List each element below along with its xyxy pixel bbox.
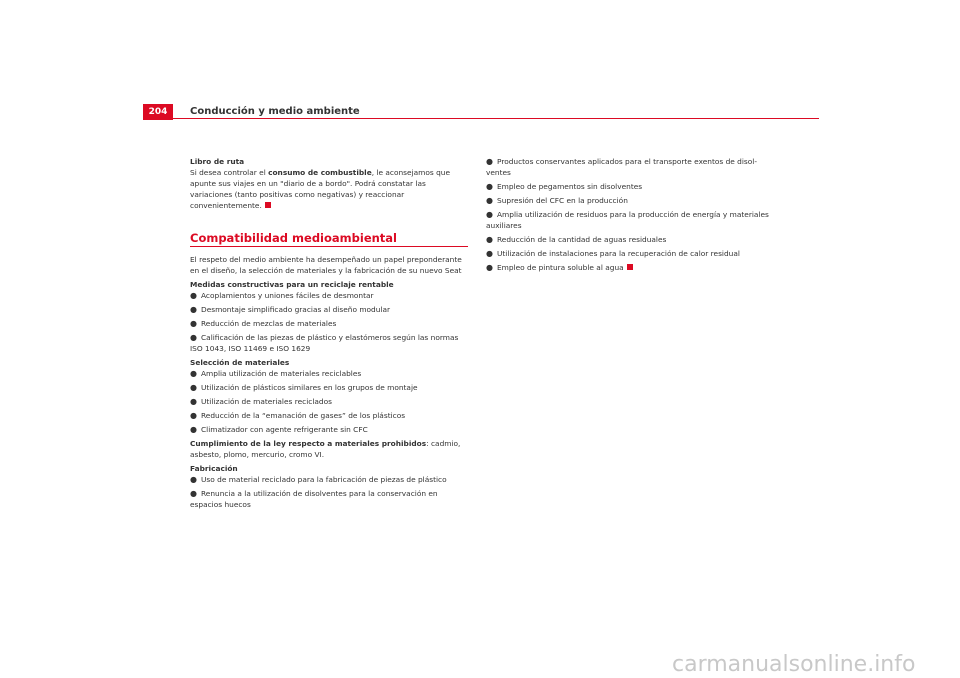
- list-item: [486, 195, 776, 206]
- seleccion-list: [190, 368, 468, 435]
- cumplimiento-bold: Cumplimiento de la ley respecto a materiales prohibidos: [190, 439, 427, 448]
- bullet-icon: ●: [486, 196, 493, 205]
- list-item: [486, 181, 776, 192]
- list-item-text: Calificación de las piezas de plástico y elastómeros según las normas ISO 1043, ISO 11469 e ISO 1629: [190, 333, 459, 353]
- list-item-text: Renuncia a la utilización de disolventes para la conservación en espacios huecos: [190, 489, 438, 509]
- bullet-icon: ●: [190, 489, 197, 498]
- list-item: [190, 318, 468, 329]
- bullet-icon: ●: [190, 333, 197, 342]
- end-mark: [627, 264, 633, 270]
- left-column: [190, 156, 468, 513]
- libro-text-before: Si desea controlar el: [190, 168, 269, 177]
- fabricacion-list: [190, 474, 468, 510]
- list-item: [190, 290, 468, 301]
- cumplimiento-paragraph: [190, 438, 468, 460]
- bullet-icon: ●: [486, 182, 493, 191]
- list-item-text: Utilización de instalaciones para la recuperación de calor residual: [497, 249, 740, 258]
- page-number: 204: [143, 104, 173, 120]
- libro-heading: Libro de ruta: [190, 157, 245, 166]
- bullet-icon: ●: [486, 235, 493, 244]
- list-item: [190, 488, 468, 510]
- cumplimiento-text: : cadmio, asbesto, plomo, mercurio, cromo VI.: [190, 439, 461, 459]
- section-title: Compatibilidad medioambiental: [190, 231, 397, 245]
- bullet-icon: ●: [190, 411, 197, 420]
- libro-bold: consumo de combustible: [268, 168, 372, 177]
- list-item-text: Utilización de materiales reciclados: [201, 397, 332, 406]
- libro-text-after: , le aconsejamos que apunte sus viajes en un "diario de a bordo". Podrá constatar las variaciones (tanto positivas como negativas) y reaccionar convenientemente.: [190, 168, 450, 210]
- list-item: [190, 474, 468, 485]
- section-rule: [190, 246, 468, 247]
- medidas-heading: Medidas constructivas para un reciclaje rentable: [190, 280, 394, 289]
- list-item-text: Empleo de pegamentos sin disolventes: [497, 182, 643, 191]
- bullet-icon: ●: [190, 425, 197, 434]
- libro-paragraph: [190, 167, 468, 211]
- list-item: [486, 262, 776, 273]
- medidas-list: [190, 290, 468, 354]
- list-item-text: Amplia utilización de materiales reciclables: [201, 369, 362, 378]
- list-item-text: Reducción de mezclas de materiales: [201, 319, 337, 328]
- list-item: [190, 424, 468, 435]
- bullet-icon: ●: [486, 263, 493, 272]
- list-item: [486, 248, 776, 259]
- bullet-icon: ●: [190, 369, 197, 378]
- list-item-text: Reducción de la “emanación de gases” de los plásticos: [201, 411, 406, 420]
- list-item-text: Utilización de plásticos similares en los grupos de montaje: [201, 383, 418, 392]
- bullet-icon: ●: [190, 383, 197, 392]
- bullet-icon: ●: [190, 319, 197, 328]
- list-item-text: Reducción de la cantidad de aguas residuales: [497, 235, 667, 244]
- bullet-icon: ●: [486, 210, 493, 219]
- watermark: carmanualsonline.info: [672, 652, 916, 677]
- list-item: [190, 382, 468, 393]
- bullet-icon: ●: [486, 157, 493, 166]
- list-item: [190, 368, 468, 379]
- list-item-text: Desmontaje simplificado gracias al diseño modular: [201, 305, 391, 314]
- list-item: [190, 410, 468, 421]
- list-item: [486, 234, 776, 245]
- list-item: [190, 396, 468, 407]
- list-item: [486, 156, 776, 178]
- list-item: [486, 209, 776, 231]
- bullet-icon: ●: [190, 291, 197, 300]
- bullet-icon: ●: [190, 305, 197, 314]
- fabricacion-heading: Fabricación: [190, 464, 238, 473]
- list-item-text: Acoplamientos y uniones fáciles de desmontar: [201, 291, 374, 300]
- end-mark: [265, 202, 271, 208]
- right-column: [486, 156, 776, 276]
- seleccion-heading: Selección de materiales: [190, 358, 290, 367]
- header-rule: [173, 118, 819, 119]
- list-item-text: Uso de material reciclado para la fabricación de piezas de plástico: [201, 475, 447, 484]
- bullet-icon: ●: [486, 249, 493, 258]
- list-item-text: Productos conservantes aplicados para el transporte exentos de disol-ventes: [486, 157, 758, 177]
- header-title: Conducción y medio ambiente: [190, 106, 360, 117]
- list-item-text: Climatizador con agente refrigerante sin CFC: [201, 425, 368, 434]
- list-item: [190, 332, 468, 354]
- list-item-text: Empleo de pintura soluble al agua: [497, 263, 624, 272]
- list-item-text: Supresión del CFC en la producción: [497, 196, 628, 205]
- bullet-icon: ●: [190, 475, 197, 484]
- list-item: [190, 304, 468, 315]
- list-item-text: Amplia utilización de residuos para la producción de energía y materiales auxiliares: [486, 210, 769, 230]
- section-intro: El respeto del medio ambiente ha desempeñado un papel preponderante en el diseño, la selección de materiales y la fabricación de su nuevo Seat: [190, 255, 462, 275]
- bullet-icon: ●: [190, 397, 197, 406]
